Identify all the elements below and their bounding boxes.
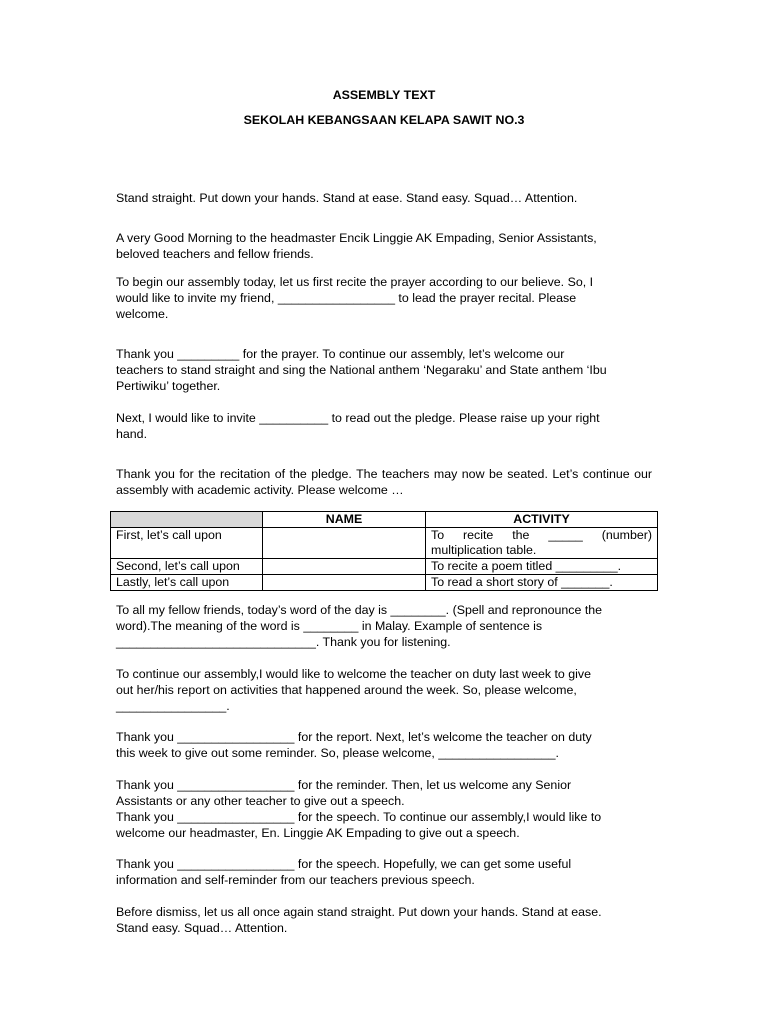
paragraph-reminder xyxy=(116,729,652,761)
row-label: Lastly, let’s call upon xyxy=(111,575,263,591)
activity-cell: To recite a poem titled _________. xyxy=(426,559,658,575)
text-line: word).The meaning of the word is ________ in Malay. Example of sentence is xyxy=(116,619,543,633)
header-blank-cell xyxy=(111,512,263,528)
text-line: Stand easy. Squad… Attention. xyxy=(116,921,288,935)
paragraph-pledge xyxy=(116,410,652,442)
text-line: Pertiwiku’ together. xyxy=(116,379,221,393)
table-header-row xyxy=(111,512,658,528)
paragraph-academic-activity: Thank you for the recitation of the pledge. The teachers may now be seated. Let’s continue our assembly with academic activity. Please welcome … xyxy=(116,467,652,497)
paragraph-dismiss xyxy=(116,904,652,936)
text-line: would like to invite my friend, _________________ to lead the prayer recital. Please xyxy=(116,291,577,305)
table-row xyxy=(111,559,658,575)
text-line: To begin our assembly today, let us first recite the prayer according to our believe. So, I xyxy=(116,275,594,289)
text-line: To continue our assembly,I would like to welcome the teacher on duty last week to give xyxy=(116,667,591,681)
school-name: SEKOLAH KEBANGSAAN KELAPA SAWIT NO.3 xyxy=(243,113,525,127)
name-cell xyxy=(263,559,426,575)
table-row xyxy=(111,528,658,559)
row-label: Second, let’s call upon xyxy=(111,559,263,575)
text-line: information and self-reminder from our teachers previous speech. xyxy=(116,873,475,887)
text-line: A very Good Morning to the headmaster Encik Linggie AK Empading, Senior Assistants, xyxy=(116,231,597,245)
table-row xyxy=(111,575,658,591)
text-line: To all my fellow friends, today’s word of the day is ________. (Spell and repronounce the xyxy=(116,603,603,617)
text-line: this week to give out some reminder. So, please welcome, _________________. xyxy=(116,746,559,760)
paragraph-greeting xyxy=(116,230,652,262)
paragraph-speeches xyxy=(116,777,652,841)
header-activity: ACTIVITY xyxy=(426,512,658,528)
row-label: First, let’s call upon xyxy=(111,528,263,559)
text-line: _____________________________. Thank you for listening. xyxy=(116,635,451,649)
text-line: Thank you _________________ for the speech. Hopefully, we can get some useful xyxy=(116,857,572,871)
activity-table xyxy=(110,511,658,591)
paragraph-closing-thanks xyxy=(116,856,652,888)
text-line: Thank you _________ for the prayer. To continue our assembly, let’s welcome our xyxy=(116,347,565,361)
name-cell xyxy=(263,575,426,591)
paragraph-attention xyxy=(116,190,652,206)
paragraph-prayer xyxy=(116,274,652,322)
text-line: Before dismiss, let us all once again stand straight. Put down your hands. Stand at ease. xyxy=(116,905,602,919)
header-name: NAME xyxy=(263,512,426,528)
paragraph-teacher-report xyxy=(116,666,652,714)
text-line: Next, I would like to invite __________ to read out the pledge. Please raise up your right xyxy=(116,411,600,425)
text-line: Thank you _________________ for the reminder. Then, let us welcome any Senior xyxy=(116,778,572,792)
activity-cell: To read a short story of _______. xyxy=(426,575,658,591)
text-line: beloved teachers and fellow friends. xyxy=(116,247,314,261)
paragraph-word-of-the-day xyxy=(116,602,652,650)
document-title: ASSEMBLY TEXT xyxy=(332,88,436,102)
text-line: welcome. xyxy=(116,307,169,321)
text-line: Thank you _________________ for the report. Next, let’s welcome the teacher on duty xyxy=(116,730,592,744)
activity-cell: To recite the _____ (number) multiplication table. xyxy=(426,528,658,559)
paragraph-anthem xyxy=(116,346,652,394)
text-line: ________________. xyxy=(116,699,230,713)
text-line: hand. xyxy=(116,427,148,441)
text-line: welcome our headmaster, En. Linggie AK Empading to give out a speech. xyxy=(116,826,520,840)
text-line: Stand straight. Put down your hands. Stand at ease. Stand easy. Squad… Attention. xyxy=(116,191,578,205)
text-line: teachers to stand straight and sing the National anthem ‘Negaraku’ and State anthem ‘Ibu xyxy=(116,363,607,377)
text-line: Thank you _________________ for the speech. To continue our assembly,I would like to xyxy=(116,810,602,824)
name-cell xyxy=(263,528,426,559)
text-line: Assistants or any other teacher to give out a speech. xyxy=(116,794,405,808)
text-line: out her/his report on activities that happened around the week. So, please welcome, xyxy=(116,683,577,697)
